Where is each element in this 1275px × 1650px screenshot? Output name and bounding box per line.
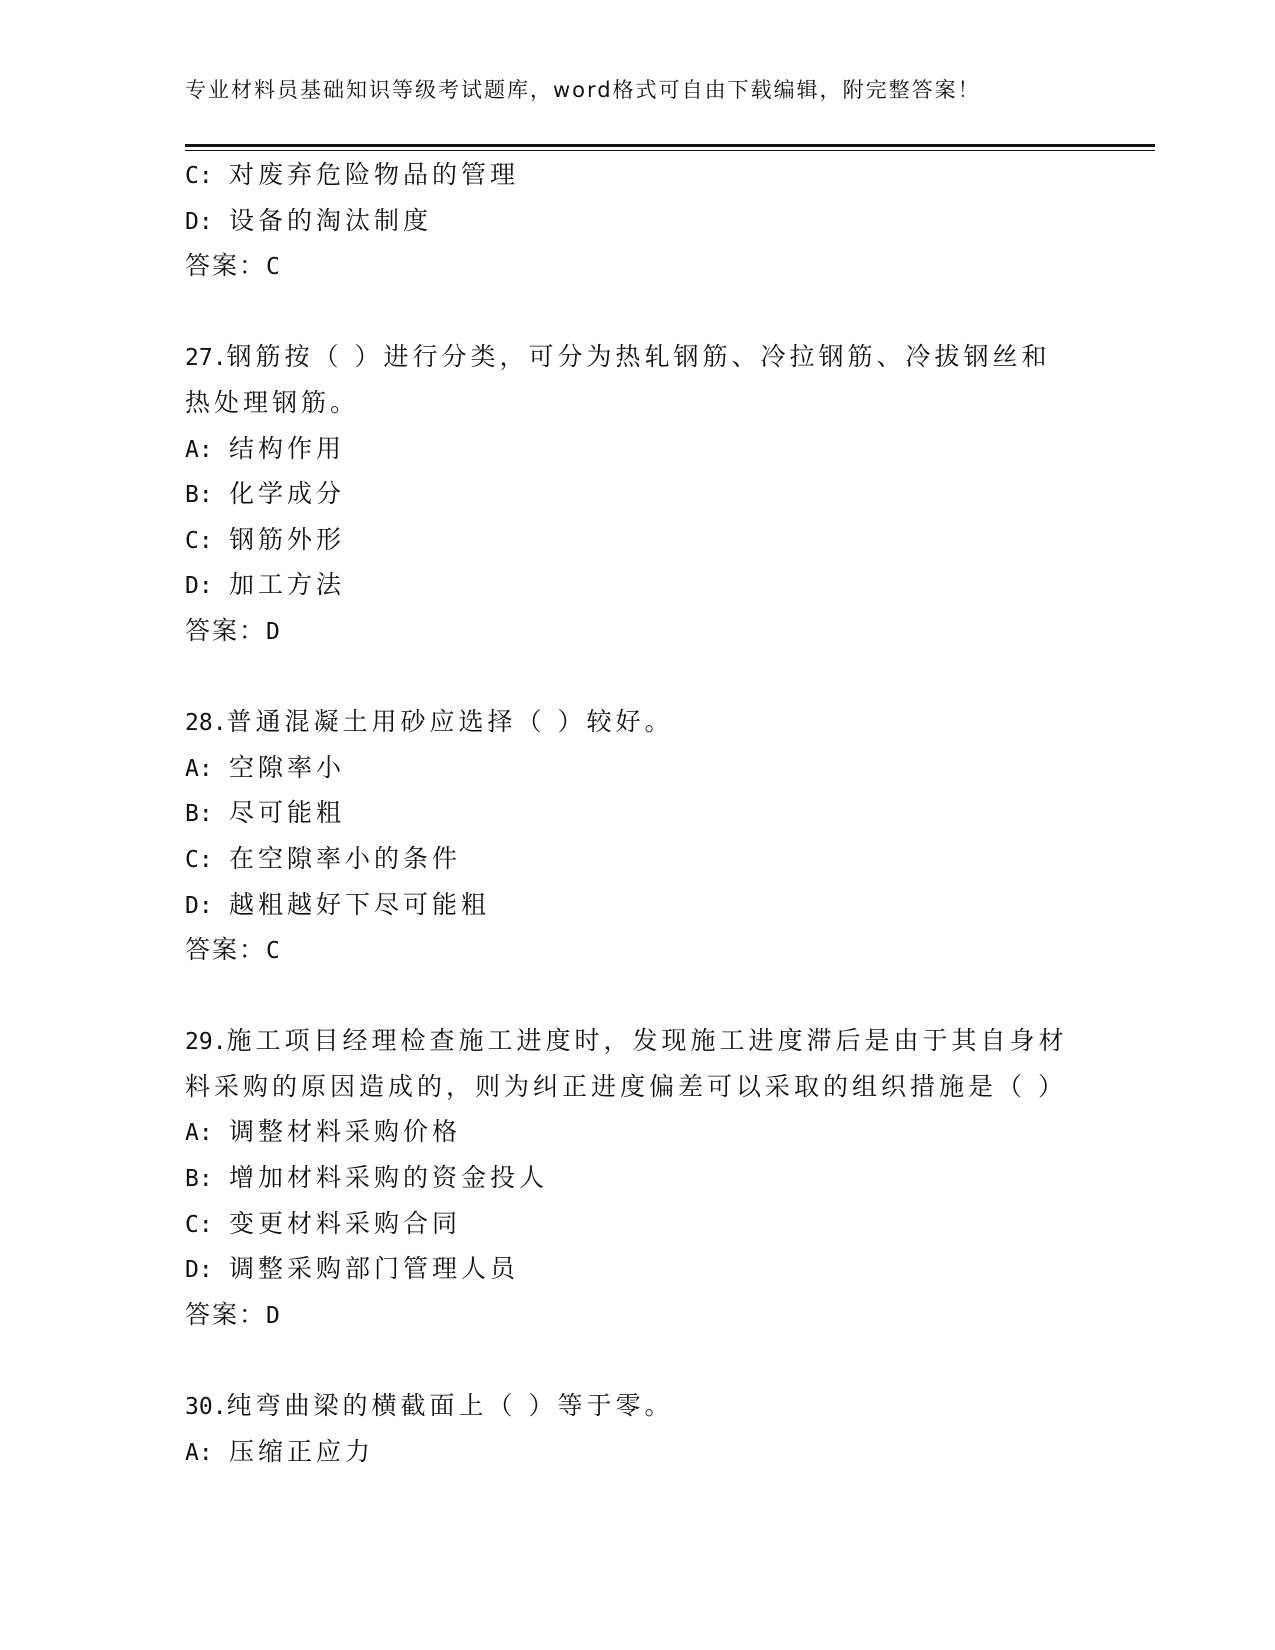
question-text: 纯弯曲梁的横截面上（ ）等于零。 — [226, 1391, 674, 1421]
option-text: 钢筋外形 — [229, 524, 346, 554]
spacer — [185, 654, 1095, 700]
option-key: C: — [185, 163, 213, 189]
option-text: 调整材料采购价格 — [229, 1117, 462, 1147]
answer-line — [185, 243, 1095, 289]
option-line — [185, 152, 1095, 198]
option-line — [185, 1429, 1095, 1475]
option-key: A: — [185, 436, 213, 463]
answer-label: 答案： — [185, 1299, 267, 1329]
page-header: 专业材料员基础知识等级考试题库，word格式可自由下载编辑，附完整答案！ — [185, 78, 981, 102]
option-text: 增加材料采购的资金投人 — [229, 1163, 549, 1193]
question-stem — [185, 334, 1095, 380]
option-line — [185, 471, 1095, 517]
question-number: 29. — [185, 1029, 227, 1056]
question-stem — [185, 699, 1095, 745]
answer-label: 答案： — [185, 615, 267, 645]
option-key: B: — [185, 1166, 213, 1193]
option-line — [185, 836, 1095, 882]
option-text: 尽可能粗 — [229, 798, 346, 828]
spacer — [185, 289, 1095, 335]
option-text: 在空隙率小的条件 — [229, 843, 462, 873]
option-key: A: — [185, 1120, 213, 1147]
answer-line — [185, 1292, 1095, 1338]
option-text: 化学成分 — [229, 479, 346, 509]
option-line — [185, 745, 1095, 791]
spacer — [185, 1337, 1095, 1383]
option-key: D: — [185, 892, 213, 919]
option-text: 变更材料采购合同 — [229, 1208, 462, 1238]
option-line — [185, 1201, 1095, 1247]
option-line — [185, 882, 1095, 928]
option-line — [185, 198, 1095, 244]
option-line — [185, 1155, 1095, 1201]
question-text: 钢筋按（ ）进行分类，可分为热轧钢筋、冷拉钢筋、冷拔钢丝和 — [226, 342, 1051, 372]
answer-value: C — [266, 938, 282, 965]
option-text: 压缩正应力 — [229, 1436, 375, 1466]
option-line — [185, 1246, 1095, 1292]
option-key: C: — [185, 846, 213, 873]
option-text: 调整采购部门管理人员 — [229, 1254, 520, 1284]
answer-line — [185, 608, 1095, 654]
question-stem-continued: 料采购的原因造成的，则为纠正进度偏差可以采取的组织措施是（ ） — [185, 1071, 1067, 1101]
option-text: 空隙率小 — [229, 752, 346, 782]
option-line — [185, 517, 1095, 563]
header-rule-thick — [185, 144, 1155, 147]
option-key: C: — [185, 1211, 213, 1238]
question-list — [185, 152, 1095, 1474]
option-text: 对废弃危险物品的管理 — [229, 160, 520, 189]
answer-value: C — [266, 254, 282, 281]
question-text: 普通混凝土用砂应选择（ ）较好。 — [226, 707, 674, 737]
option-line — [185, 790, 1095, 836]
question-stem — [185, 1018, 1095, 1064]
option-key: D: — [185, 208, 213, 235]
option-text: 越粗越好下尽可能粗 — [229, 889, 491, 919]
question-number: 30. — [185, 1394, 227, 1421]
option-line — [185, 562, 1095, 608]
option-key: A: — [185, 1439, 213, 1466]
answer-value: D — [266, 1302, 282, 1329]
answer-line — [185, 927, 1095, 973]
option-key: B: — [185, 482, 213, 509]
question-stem-continued: 热处理钢筋。 — [185, 387, 360, 417]
option-text: 结构作用 — [229, 433, 346, 463]
option-key: D: — [185, 573, 213, 600]
option-key: D: — [185, 1257, 213, 1284]
spacer — [185, 973, 1095, 1019]
question-stem — [185, 1383, 1095, 1429]
option-key: A: — [185, 755, 213, 782]
answer-value: D — [266, 618, 282, 645]
header-rule-thin — [185, 150, 1155, 151]
option-line — [185, 426, 1095, 472]
answer-label: 答案： — [185, 251, 267, 281]
question-text: 施工项目经理检查施工进度时，发现施工进度滞后是由于其自身材 — [226, 1026, 1068, 1056]
option-line — [185, 1109, 1095, 1155]
answer-label: 答案： — [185, 935, 267, 965]
option-key: C: — [185, 527, 213, 554]
option-key: B: — [185, 801, 213, 828]
question-number: 28. — [185, 710, 227, 737]
option-text: 加工方法 — [229, 570, 346, 600]
option-text: 设备的淘汰制度 — [229, 205, 433, 235]
question-number: 27. — [185, 345, 227, 372]
